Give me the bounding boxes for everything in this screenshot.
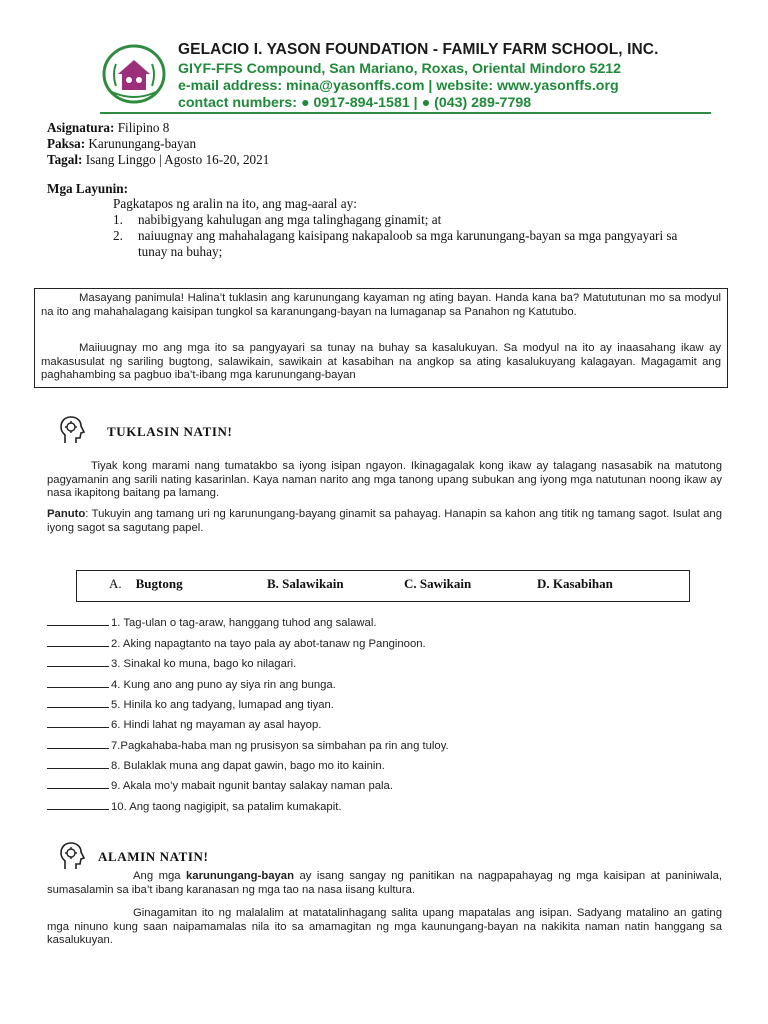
quiz-item [47,778,393,792]
school-logo [102,44,166,104]
alamin-paragraph-2: Ginagamitan ito ng malalalim at matatalinhagang salita upang mapatalas ang isipan. Sadyang matalino an gating mga ninuno kung saan naipamamalas nila ito sa amamagitan ng mga kaunungang-bayan na nakikita naman natin hanggang sa kasalukuyan. [47,907,722,947]
choice-c: C. Sawikain [404,576,472,591]
answer-blank[interactable] [47,636,109,647]
tuklasin-paragraph: Tiyak kong marami nang tumatakbo sa iyong isipan ngayon. Ikinagagalak kong ikaw ay talagang nasasabik na matutong pagyamanin ang sarili nating kasarinlan. Kaya naman narito ang mga tanong upang subukan ang iyong mga natutunan noong ikaw ay nasa ikapitong baitang pa lamang. [47,460,722,500]
quiz-item-text: 3. Sinakal ko muna, bago ko nilagari. [111,658,297,670]
quiz-item-text: 6. Hindi lahat ng mayaman ay asal hayop. [111,719,322,731]
alamin-paragraph-1 [47,870,722,897]
alamin-p1-end: ay isang sangay ng panitikan na nagpapahayag ng mga kaisipan at paniniwala, sumasalamin sa iba’t ibang karanasan ng mga tao na nasa iisang kultura. [47,870,722,896]
quiz-item [47,738,449,752]
quiz-item [47,799,341,813]
answer-blank[interactable] [47,677,109,688]
answer-blank[interactable] [47,738,109,749]
school-email-website: e-mail address: mina@yasonffs.com | website: www.yasonffs.org [178,78,619,94]
answer-blank[interactable] [47,656,109,667]
header-divider [100,112,711,114]
quiz-item-text: 1. Tag-ulan o tag-araw, hanggang tuhod ang salawal. [111,617,377,629]
subject-line [47,120,169,136]
choice-letter: A. [109,576,122,591]
directions-label: Panuto [47,508,86,520]
duration-value: Isang Linggo | Agosto 16-20, 2021 [85,152,270,167]
quiz-item-text: 4. Kung ano ang puno ay siya rin ang bunga. [111,679,336,691]
choice-b: B. Salawikain [267,576,344,591]
objective-number: 1. [113,212,123,227]
choice-d: D. Kasabihan [537,576,613,591]
quiz-item-text: 2. Aking napagtanto na tayo pala ay abot-tanaw ng Panginoon. [111,638,426,650]
topic-line [47,136,196,152]
quiz-item [47,615,376,629]
quiz-item-text: 10. Ang taong nagigipit, sa patalim kumakapit. [111,801,342,813]
duration-label: Tagal: [47,152,83,167]
directions-text: : Tukuyin ang tamang uri ng karunungang-bayang ginamit sa pahayag. Hanapin sa kahon ang titik ng tamang sagot. Isulat ang iyong sagot sa sagutang papel. [47,508,722,534]
directions-paragraph [47,508,722,535]
topic-value: Karunungang-bayan [88,136,197,151]
answer-blank[interactable] [47,758,109,769]
school-address: GIYF-FFS Compound, San Mariano, Roxas, Oriental Mindoro 5212 [178,61,622,77]
quiz-item [47,758,385,772]
head-gear-icon [56,840,88,872]
quiz-item [47,717,321,731]
quiz-item [47,677,336,691]
answer-blank[interactable] [47,615,109,626]
alamin-p1-start: Ang mga [133,870,187,882]
school-contact-numbers: contact numbers: ● 0917-894-1581 | ● (043) 289-7798 [178,95,532,111]
subject-value: Filipino 8 [117,120,170,135]
quiz-item-text: 9. Akala mo’y mabait ngunit bantay salakay naman pala. [111,780,393,792]
choice-label: Bugtong [135,576,183,591]
answer-blank[interactable] [47,697,109,708]
choice-a [109,576,183,592]
answer-blank[interactable] [47,717,109,728]
quiz-item-text: 5. Hinila ko ang tadyang, lumapad ang tiyan. [111,699,334,711]
objective-text: naiuugnay ang mahahalagang kaisipang nakapaloob sa mga karunungang-bayan sa mga pangyayari sa tunay na buhay; [138,228,678,259]
intro-paragraph-2: Maiiuugnay mo ang mga ito sa pangyayari sa tunay na buhay sa kasalukuyan. Sa modyul na ito ay inaasahang ikaw ay makasusulat ng sariling bugtong, salawikain, sawikain at kasabihan na angkop sa ating kasalukuyang kalagayan. Magagamit ang paghahambing sa pagbuo iba’t-ibang mga karunungang-bayan [41,342,721,382]
answer-blank[interactable] [47,799,109,810]
quiz-item-text: 7.Pagkahaba-haba man ng prusisyon sa simbahan pa rin ang tuloy. [111,740,449,752]
objectives-label: Mga Layunin: [47,181,128,196]
school-name: GELACIO I. YASON FOUNDATION - FAMILY FARM SCHOOL, INC. [178,41,659,58]
alamin-heading: ALAMIN NATIN! [98,849,209,864]
alamin-p1-term: karunungang-bayan [186,870,294,882]
objectives-intro: Pagkatapos ng aralin na ito, ang mag-aaral ay: [113,196,357,211]
duration-line [47,152,269,168]
objective-number: 2. [113,228,123,243]
tuklasin-heading: TUKLASIN NATIN! [107,424,233,439]
objective-text: nabibigyang kahulugan ang mga talinghagang ginamit; at [138,212,442,227]
intro-paragraph-1: Masayang panimula! Halina’t tuklasin ang karunungang kayaman ng ating bayan. Handa kana ba? Matututunan mo sa modyul na ito ang mahahalagang kaisipan tungkol sa karanungang-bayan na lumaganap sa Panahon ng Katutubo. [41,292,721,318]
quiz-item [47,656,296,670]
quiz-item [47,636,426,650]
quiz-item [47,697,334,711]
head-gear-icon [56,414,88,446]
subject-label: Asignatura: [47,120,115,135]
answer-blank[interactable] [47,778,109,789]
quiz-item-text: 8. Bulaklak muna ang dapat gawin, bago mo ito kainin. [111,760,385,772]
topic-label: Paksa: [47,136,86,151]
